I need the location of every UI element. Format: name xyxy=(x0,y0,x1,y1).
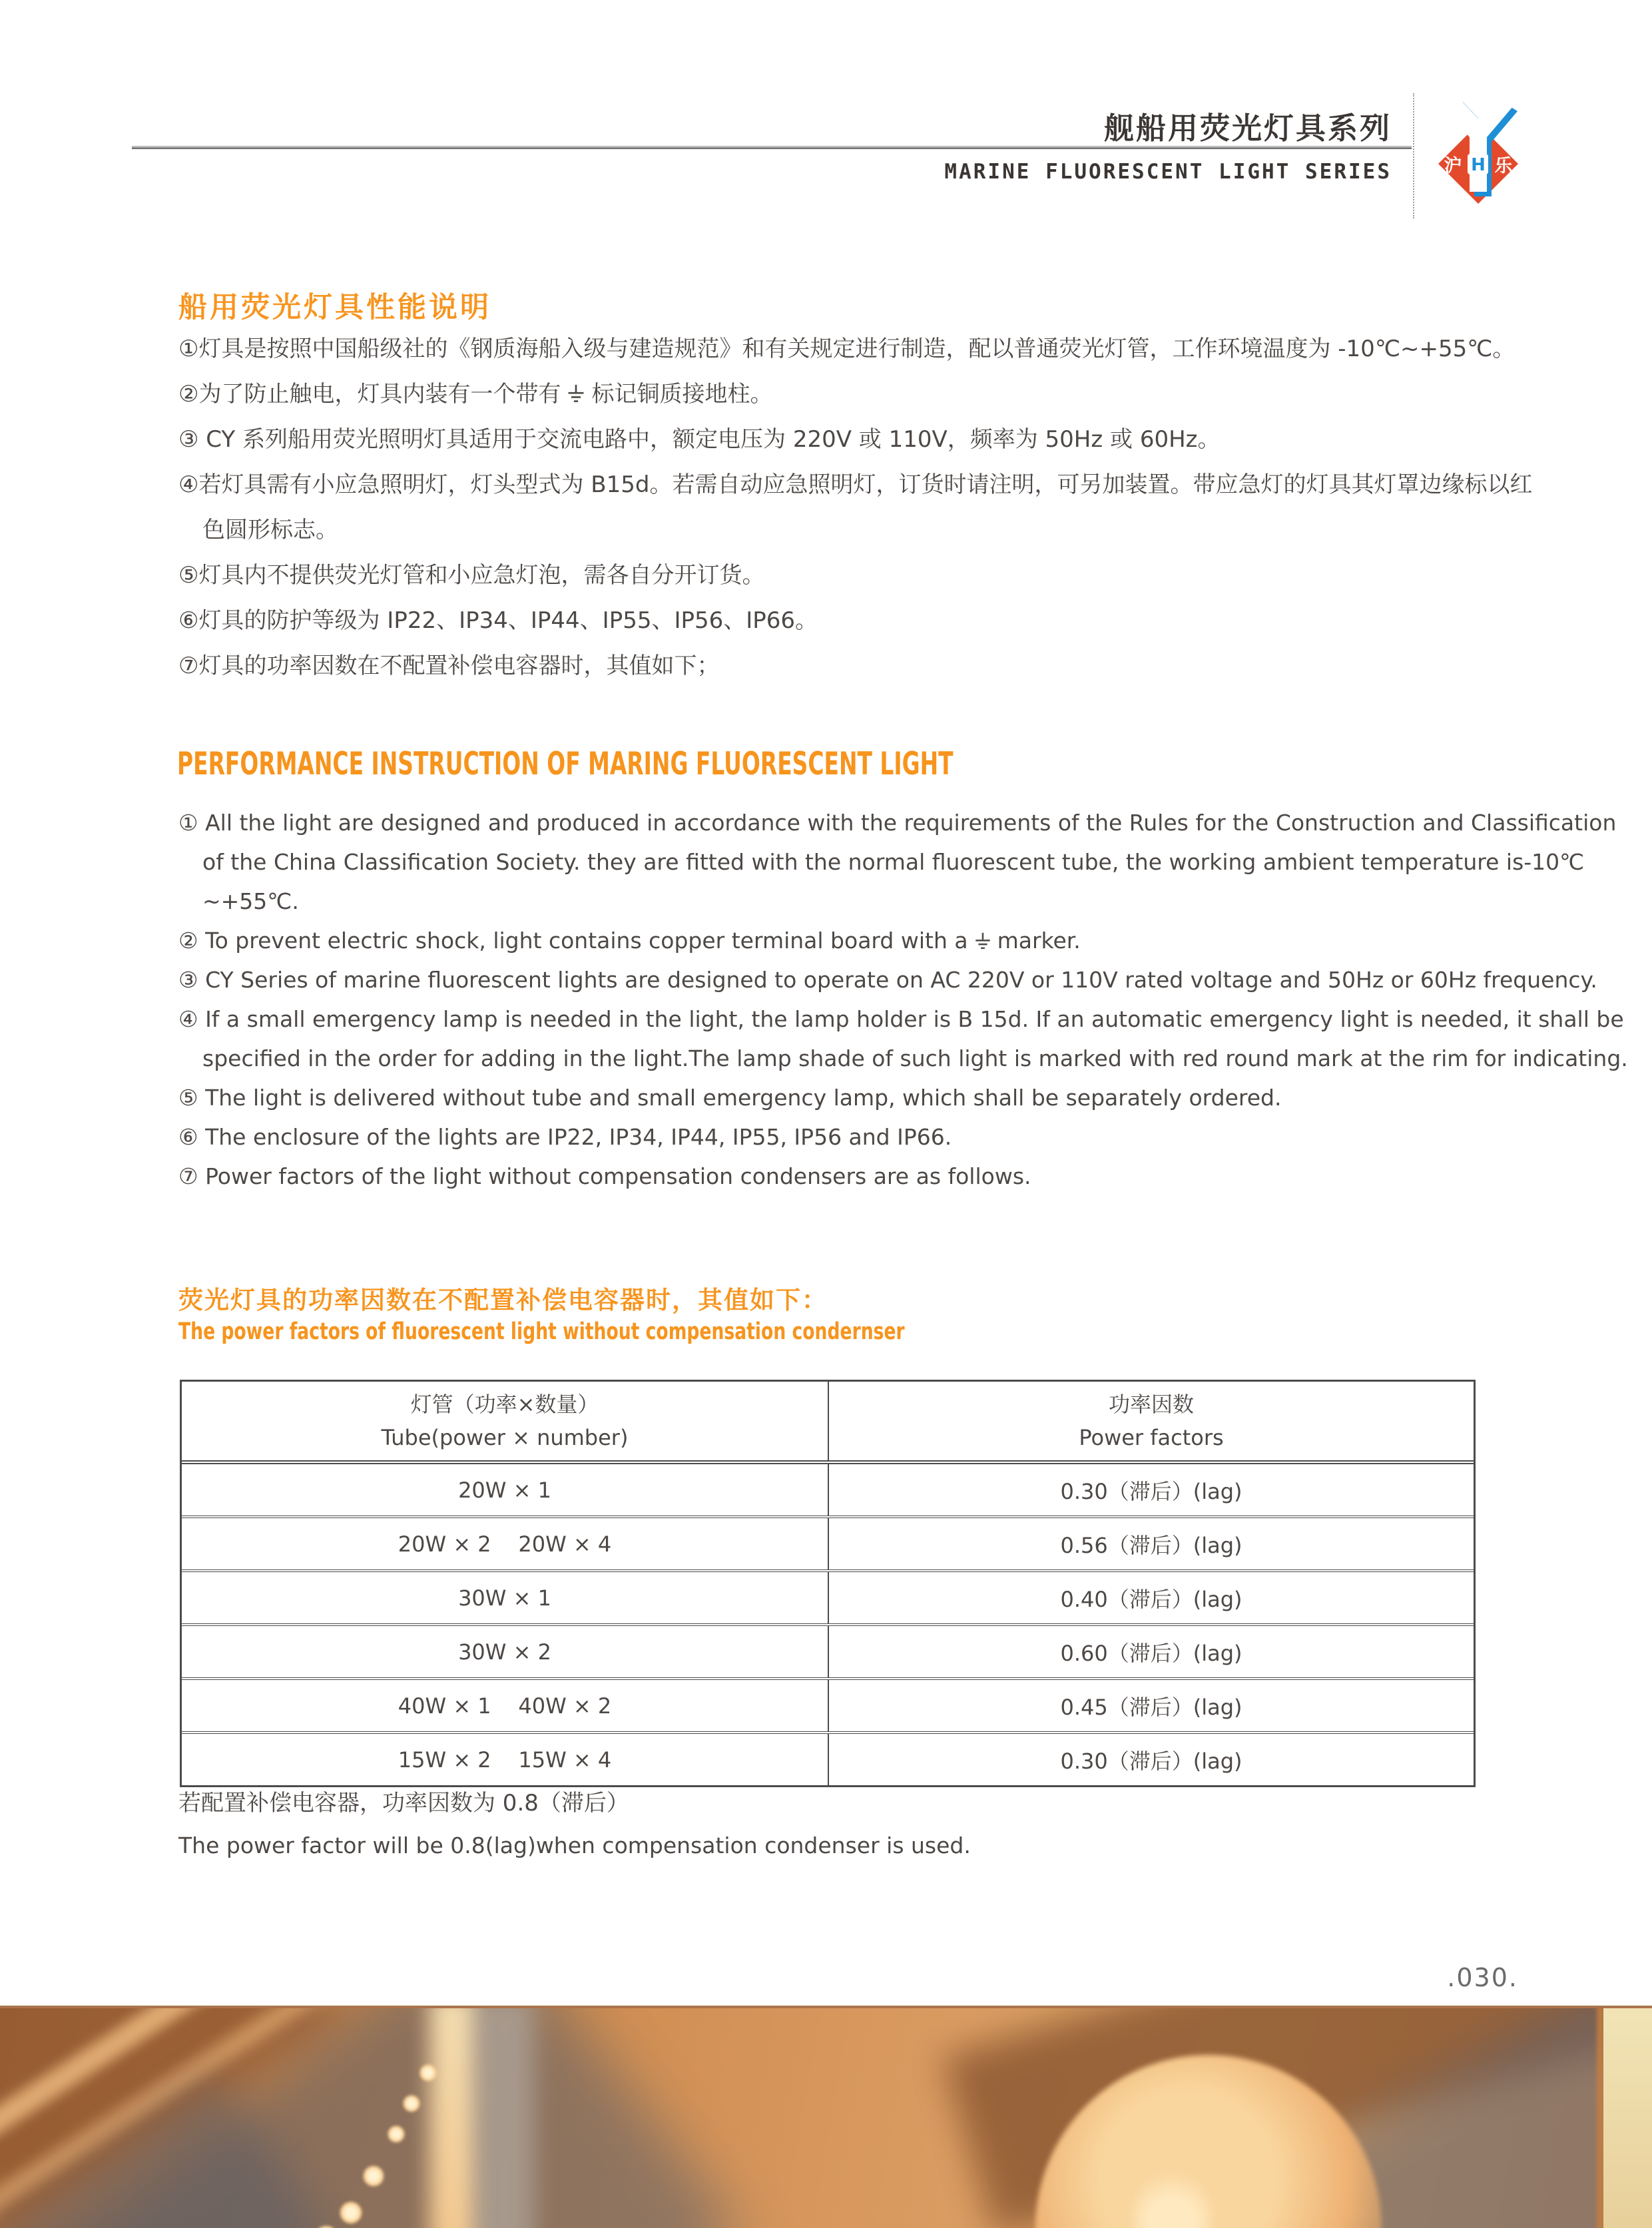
page-number: .030. xyxy=(1447,1963,1518,1992)
table-row xyxy=(182,1680,1474,1734)
power-factor-cell: 0.60（滞后）(lag) xyxy=(1060,1640,1242,1666)
company-logo-icon xyxy=(1425,97,1531,216)
logo-char-left: 沪 xyxy=(1444,156,1462,176)
cn-item-7: ⑦灯具的功率因数在不配置补偿电容器时，其值如下； xyxy=(178,653,720,679)
cn-item-5: ⑤灯具内不提供荧光灯管和小应急灯泡，需各自分开订货。 xyxy=(178,562,765,589)
power-factor-cell: 0.30（滞后）(lag) xyxy=(1060,1478,1242,1504)
en-item-5: ⑤ The light is delivered without tube and small emergency lamp, which shall be separately ordered. xyxy=(178,1085,1282,1111)
table-row xyxy=(182,1572,1474,1626)
photo-glow-dot xyxy=(403,2095,420,2112)
tube-header-en: Tube(power × number) xyxy=(381,1425,629,1450)
en-item-6: ⑥ The enclosure of the lights are IP22, IP34, IP44, IP55, IP56 and IP66. xyxy=(178,1124,952,1150)
section-title-en: PERFORMANCE INSTRUCTION OF MARING FLUORESCENT LIGHT xyxy=(177,746,954,782)
tube-header-zh: 灯管（功率×数量） xyxy=(410,1392,599,1417)
power-factor-cell: 0.45（滞后）(lag) xyxy=(1060,1694,1242,1720)
company-logo xyxy=(1425,97,1531,216)
en-item-2-prefix: ② To prevent electric shock, light contains copper terminal board with a xyxy=(178,928,968,954)
tube-cell: 20W × 2 20W × 4 xyxy=(182,1518,829,1569)
cn-item-3: ③ CY 系列船用荧光照明灯具适用于交流电路中，额定电压为 220V 或 110V，频率为 50Hz 或 60Hz。 xyxy=(178,426,1221,453)
earth-ground-icon xyxy=(566,383,586,406)
footer-photo xyxy=(0,2006,1652,2228)
page-title-en: MARINE FLUORESCENT LIGHT SERIES xyxy=(944,160,1392,184)
power-note-en: The power factors of fluorescent light without compensation condernser xyxy=(178,1318,905,1345)
page-title-zh: 舰船用荧光灯具系列 xyxy=(1103,111,1392,146)
en-item-3: ③ CY Series of marine fluorescent lights are designed to operate on AC 220V or 110V rated voltage and 50Hz or 60Hz frequency. xyxy=(178,967,1597,993)
en-item-1-line2: of the China Classification Society. they are fitted with the normal fluorescent tube, the working ambient temperature is-10℃ xyxy=(202,849,1585,875)
power-factor-cell: 0.30（滞后）(lag) xyxy=(1060,1748,1242,1774)
power-factor-header-zh: 功率因数 xyxy=(1108,1392,1194,1417)
en-instruction-list xyxy=(178,803,1628,1196)
table-row xyxy=(182,1464,1474,1518)
cn-instruction-list xyxy=(178,326,1533,689)
cn-item-2-prefix: ②为了防止触电，灯具内装有一个带有 xyxy=(178,381,561,408)
power-factor-header-en: Power factors xyxy=(1079,1425,1224,1450)
footnote-en: The power factor will be 0.8(lag)when compensation condenser is used. xyxy=(178,1832,971,1858)
header-rule xyxy=(132,146,1412,149)
cn-item-1: ①灯具是按照中国船级社的《钢质海船入级与建造规范》和有关规定进行制造，配以普通荧光灯管，工作环境温度为 -10℃~+55℃。 xyxy=(178,336,1515,362)
cn-item-2-suffix: 标记铜质接地柱。 xyxy=(591,381,773,408)
en-item-4-line1: ④ If a small emergency lamp is needed in the light, the lamp holder is B 15d. If an automatic emergency light is needed, it shall be xyxy=(178,1006,1624,1032)
table-row xyxy=(182,1734,1474,1785)
header-dotted-divider xyxy=(1413,93,1414,218)
table-header-row xyxy=(182,1382,1474,1464)
tube-cell: 30W × 1 xyxy=(182,1572,829,1623)
footnote-zh: 若配置补偿电容器，功率因数为 0.8（滞后） xyxy=(178,1790,629,1816)
en-item-1-line1: ① All the light are designed and produced in accordance with the requirements of the Rules for the Construction and Classification xyxy=(178,810,1617,836)
section-title-cn: 船用荧光灯具性能说明 xyxy=(178,291,491,324)
table-row xyxy=(182,1626,1474,1680)
photo-glow-dot xyxy=(388,2125,405,2143)
photo-glow-dot xyxy=(340,2201,362,2224)
en-item-7: ⑦ Power factors of the light without compensation condensers are as follows. xyxy=(178,1163,1031,1189)
earth-ground-icon xyxy=(973,931,992,952)
tube-cell: 15W × 2 15W × 4 xyxy=(182,1734,829,1785)
cn-item-4-line2: 色圆形标志。 xyxy=(202,517,338,543)
photo-right-strip xyxy=(1603,2006,1652,2228)
power-factor-table xyxy=(180,1380,1476,1787)
cn-item-4-line1: ④若灯具需有小应急照明灯，灯头型式为 B15d。若需自动应急照明灯，订货时请注明，可另加装置。带应急灯的灯具其灯罩边缘标以红 xyxy=(178,471,1533,498)
photo-bright-streak xyxy=(429,2006,476,2228)
en-item-1-line3: ~+55℃. xyxy=(202,888,299,914)
tube-cell: 20W × 1 xyxy=(182,1464,829,1516)
power-factor-cell: 0.40（滞后）(lag) xyxy=(1060,1586,1242,1612)
en-item-4-line2: specified in the order for adding in the light.The lamp shade of such light is marked with red round mark at the rim for indicating. xyxy=(202,1045,1628,1071)
power-factor-cell: 0.56（滞后）(lag) xyxy=(1060,1532,1242,1558)
table-row xyxy=(182,1518,1474,1572)
cn-item-6: ⑥灯具的防护等级为 IP22、IP34、IP44、IP55、IP56、IP66。 xyxy=(178,607,818,634)
photo-pale-column xyxy=(474,2006,534,2228)
cn-item-2 xyxy=(178,372,1510,417)
power-note-zh: 荧光灯具的功率因数在不配置补偿电容器时，其值如下： xyxy=(178,1286,828,1314)
logo-char-center: H xyxy=(1471,155,1486,175)
tube-cell: 30W × 2 xyxy=(182,1626,829,1677)
tube-cell: 40W × 1 40W × 2 xyxy=(182,1680,829,1731)
power-factor-column-header xyxy=(829,1382,1474,1460)
en-item-2-suffix: marker. xyxy=(997,928,1081,954)
logo-char-right: 乐 xyxy=(1494,156,1513,176)
en-item-2 xyxy=(178,921,1510,960)
photo-glow-dot xyxy=(419,2064,437,2082)
photo-glow-dot xyxy=(363,2165,384,2187)
tube-column-header xyxy=(182,1382,829,1460)
